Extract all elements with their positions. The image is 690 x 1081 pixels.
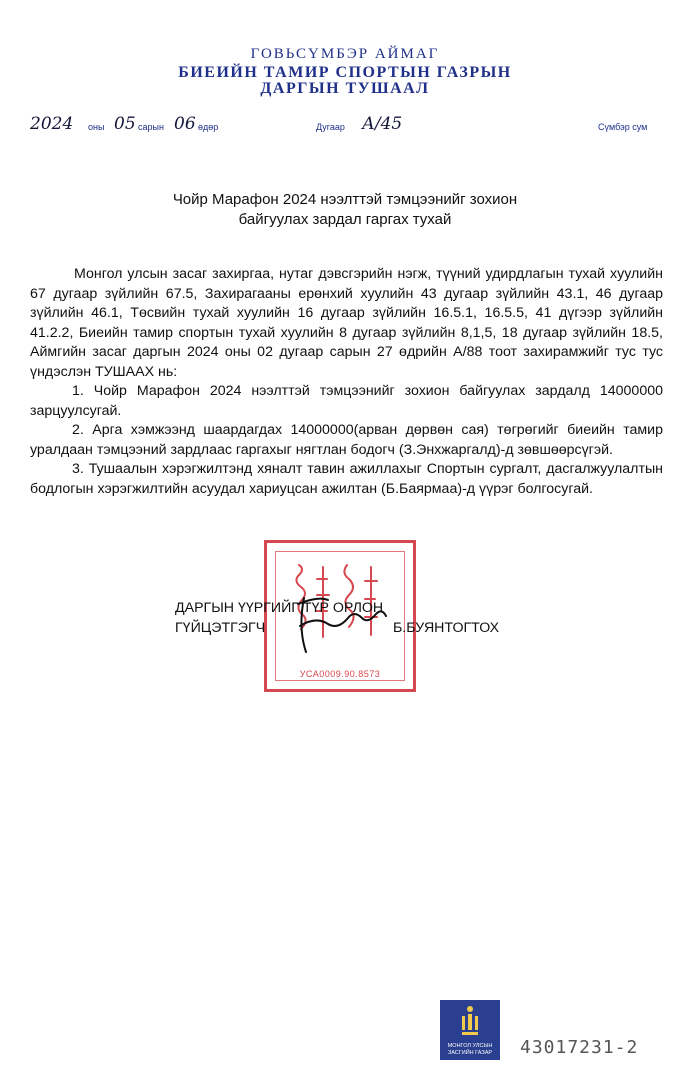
date-row	[28, 112, 668, 142]
logo-text-line-1: МОНГОЛ УЛСЫН	[447, 1043, 493, 1049]
logo-text	[440, 1043, 500, 1056]
logo-text-line-2: ЗАСГИЙН ГАЗАР	[447, 1049, 493, 1056]
document-body	[30, 265, 663, 499]
date-year: 2024	[30, 114, 74, 134]
number-label: Дугаар	[316, 122, 345, 132]
signer-title-line-2: ГҮЙЦЭТГЭГЧ	[175, 620, 266, 636]
signer-title-line-1: ДАРГЫН ҮҮРГИЙГ ТҮР ОРЛОН	[175, 600, 384, 616]
order-item-2: 2. Арга хэмжээнд шаардагдах 14000000(арван дөрвөн сая) төгрөгийг биеийн тамир уралдаан тэмцээний зардлаас гаргахыг нягтлан бодогч (З.Энхжаргалд)-д зөвшөөрсүгэй.	[30, 422, 663, 458]
date-day: 06	[174, 114, 196, 134]
soyombo-emblem-icon	[458, 1004, 482, 1038]
date-year-label: оны	[88, 122, 105, 132]
government-logo	[440, 1000, 500, 1060]
org-name: БИЕИЙН ТАМИР СПОРТЫН ГАЗРЫН	[178, 64, 512, 81]
date-month: 05	[114, 114, 136, 134]
order-item-3: 3. Тушаалын хэрэгжилтэнд хяналт тавин ажиллахыг Спортын сургалт, дасгалжуулалтын бодлогын хэрэгжилтийн асуудал хариуцсан ажилтан (Б.Баярмаа)-д үүрэг болгосугай.	[30, 461, 663, 497]
document-type: ДАРГЫН ТУШААЛ	[260, 80, 430, 97]
handwritten-signature	[280, 582, 400, 662]
document-number: А/45	[362, 114, 403, 134]
document-title	[0, 190, 690, 230]
stamp-number: УСА0009.90.8573	[299, 669, 381, 679]
title-line-2: байгуулах зардал гаргах тухай	[238, 211, 452, 228]
place: Сүмбэр сум	[598, 122, 648, 132]
preamble: Монгол улсын засаг захиргаа, нутаг дэвсгэрийн нэгж, түүний удирдлагын тухай хуулийн 67 дугаар зүйлийн 67.5, Захирагааны ерөнхий хуулийн 43 дугаар зүйлийн 43.1, 46 дугаар зүйлийн 46.1, Төсвийн тухай хуулийн 16 дугаар зүйлийн 16.5.1, 16.5.5, 41 дүгээр зүйлийн 41.2.2, Биеийн тамир спортын тухай хуулийн 8 дугаар зүйлийн 8,1,5, 18 дугаар зүйлийн 18.5, Аймгийн засаг даргын 2024 оны 02 дугаар сарын 27 өдрийн А/88 тоот захирамжийг тус тус үндэслэн ТУШААХ нь:	[30, 266, 663, 380]
org-region: ГОВЬСҮМБЭР АЙМАГ	[250, 46, 440, 62]
title-line-1: Чойр Марафон 2024 нээлттэй тэмцээнийг зохион	[172, 191, 518, 208]
date-day-label: өдөр	[198, 122, 219, 132]
signer-name: Б.БУЯНТОГТОХ	[393, 620, 500, 636]
date-month-label: сарын	[138, 122, 164, 132]
serial-number: 43017231-2	[520, 1037, 639, 1058]
order-item-1: 1. Чойр Марафон 2024 нээлттэй тэмцээнийг зохион байгуулах зардалд 14000000 зарцуулсугай.	[30, 383, 663, 419]
